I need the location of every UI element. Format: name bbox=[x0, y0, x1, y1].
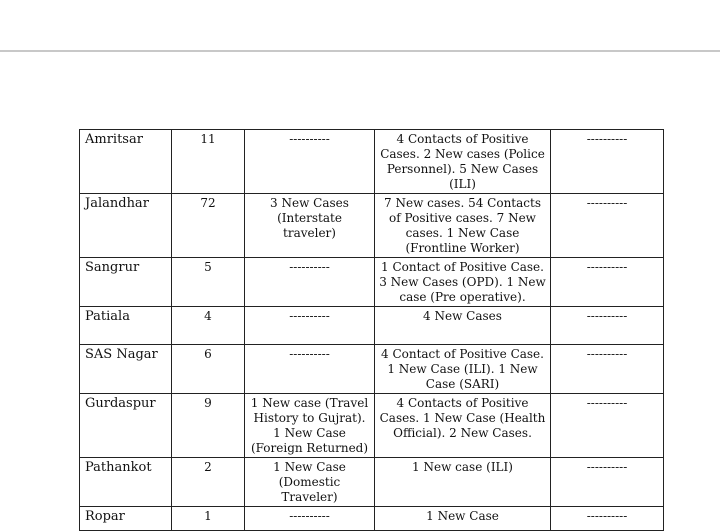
district-cell: Patiala bbox=[80, 307, 172, 345]
case-count-cell: 11 bbox=[172, 130, 245, 194]
travel-cases-cell: ---------- bbox=[245, 507, 375, 531]
travel-cases-cell: ---------- bbox=[245, 130, 375, 194]
remarks-cell: ---------- bbox=[551, 345, 664, 394]
table-row bbox=[80, 507, 664, 531]
table-row bbox=[80, 258, 664, 307]
district-cell: SAS Nagar bbox=[80, 345, 172, 394]
remarks-cell: ---------- bbox=[551, 394, 664, 458]
case-count-cell: 2 bbox=[172, 458, 245, 507]
case-count-cell: 72 bbox=[172, 194, 245, 258]
case-count-cell: 5 bbox=[172, 258, 245, 307]
district-cell: Gurdaspur bbox=[80, 394, 172, 458]
travel-cases-cell: 1 New case (Travel History to Gujrat). 1 New Case (Foreign Returned) bbox=[245, 394, 375, 458]
table-row bbox=[80, 194, 664, 258]
district-cell: Sangrur bbox=[80, 258, 172, 307]
remarks-cell: ---------- bbox=[551, 307, 664, 345]
travel-cases-cell: 1 New Case (Domestic Traveler) bbox=[245, 458, 375, 507]
table-row bbox=[80, 458, 664, 507]
travel-cases-cell: ---------- bbox=[245, 307, 375, 345]
district-cell: Amritsar bbox=[80, 130, 172, 194]
district-cell: Pathankot bbox=[80, 458, 172, 507]
case-count-cell: 9 bbox=[172, 394, 245, 458]
table-row bbox=[80, 307, 664, 345]
page-divider bbox=[0, 50, 720, 52]
case-count-cell: 1 bbox=[172, 507, 245, 531]
other-cases-cell: 4 Contact of Positive Case. 1 New Case (ILI). 1 New Case (SARI) bbox=[375, 345, 551, 394]
travel-cases-cell: ---------- bbox=[245, 345, 375, 394]
district-cell: Jalandhar bbox=[80, 194, 172, 258]
table-row bbox=[80, 130, 664, 194]
district-cases-table bbox=[79, 129, 664, 531]
remarks-cell: ---------- bbox=[551, 458, 664, 507]
other-cases-cell: 7 New cases. 54 Contacts of Positive cases. 7 New cases. 1 New Case (Frontline Worker) bbox=[375, 194, 551, 258]
remarks-cell: ---------- bbox=[551, 507, 664, 531]
table-row bbox=[80, 345, 664, 394]
remarks-cell: ---------- bbox=[551, 258, 664, 307]
remarks-cell: ---------- bbox=[551, 130, 664, 194]
case-count-cell: 6 bbox=[172, 345, 245, 394]
district-cell: Ropar bbox=[80, 507, 172, 531]
travel-cases-cell: ---------- bbox=[245, 258, 375, 307]
other-cases-cell: 4 New Cases bbox=[375, 307, 551, 345]
other-cases-cell: 4 Contacts of Positive Cases. 2 New cases (Police Personnel). 5 New Cases (ILI) bbox=[375, 130, 551, 194]
travel-cases-cell: 3 New Cases (Interstate traveler) bbox=[245, 194, 375, 258]
other-cases-cell: 1 Contact of Positive Case. 3 New Cases (OPD). 1 New case (Pre operative). bbox=[375, 258, 551, 307]
remarks-cell: ---------- bbox=[551, 194, 664, 258]
other-cases-cell: 1 New Case bbox=[375, 507, 551, 531]
other-cases-cell: 1 New case (ILI) bbox=[375, 458, 551, 507]
other-cases-cell: 4 Contacts of Positive Cases. 1 New Case (Health Official). 2 New Cases. bbox=[375, 394, 551, 458]
case-count-cell: 4 bbox=[172, 307, 245, 345]
table-row bbox=[80, 394, 664, 458]
